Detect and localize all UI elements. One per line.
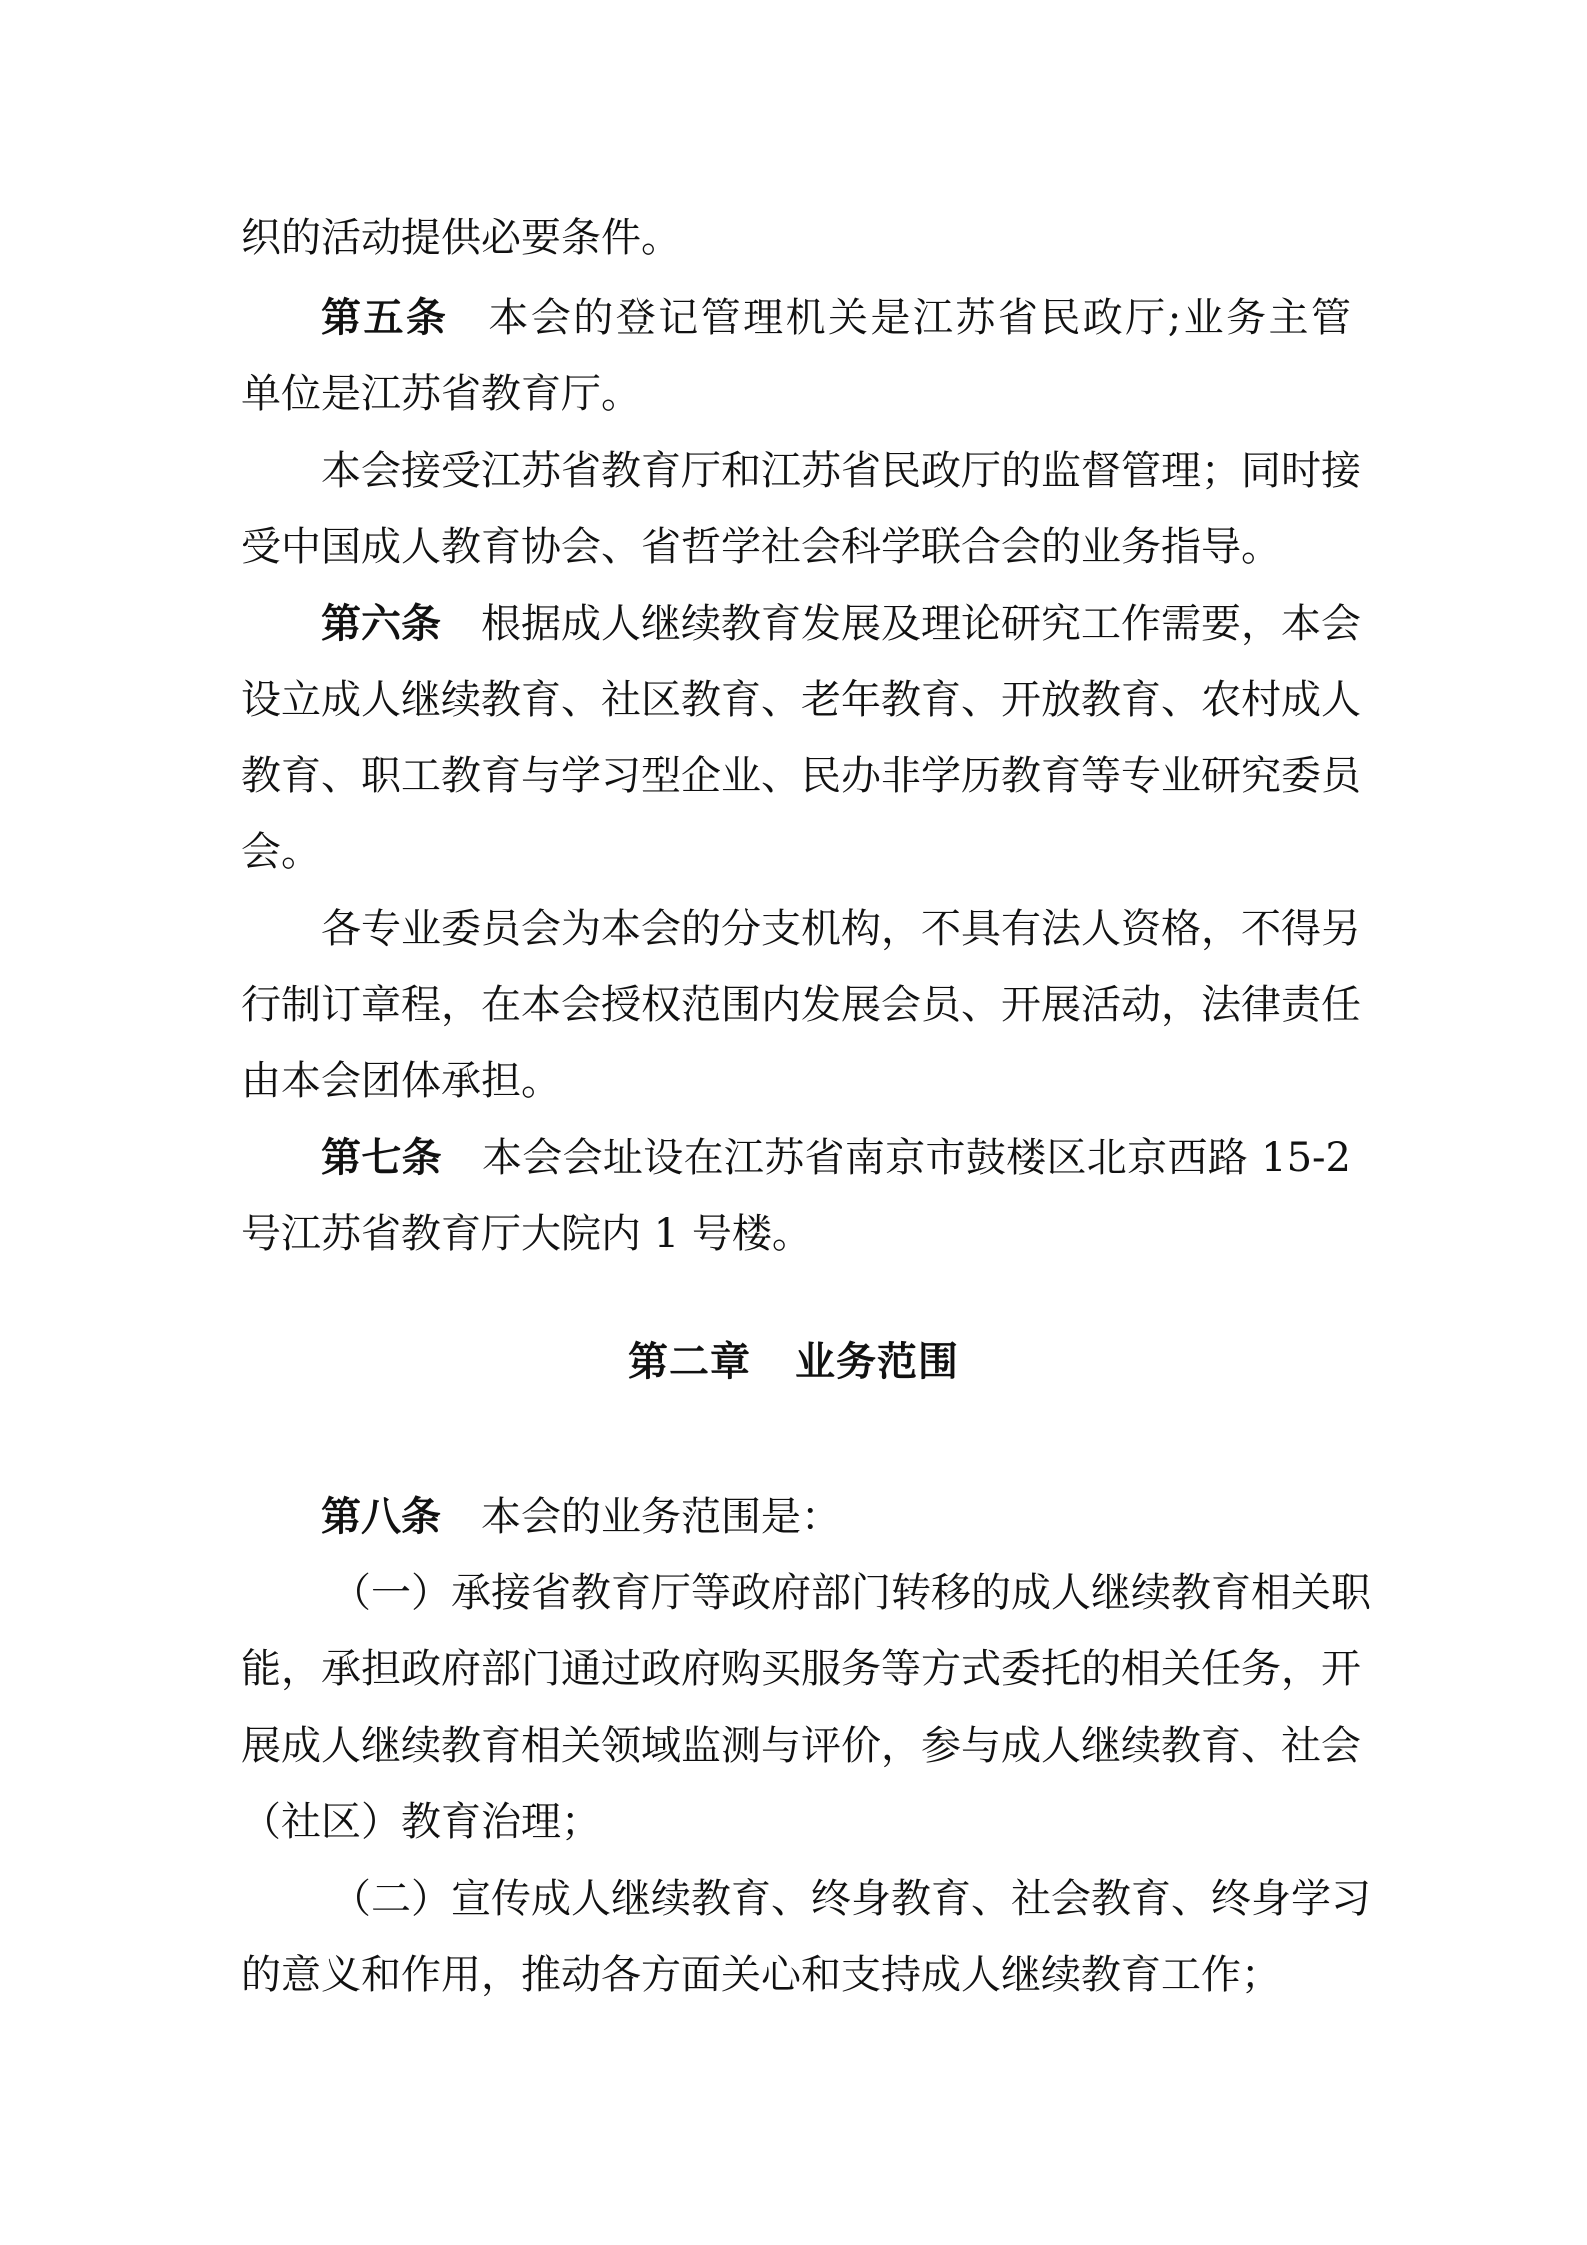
- text-line: 会。: [241, 829, 321, 875]
- text-line: 本会的业务范围是：: [481, 1494, 841, 1540]
- text-line: 单位是江苏省教育厅。: [241, 371, 641, 417]
- chapter-number: 第二章: [628, 1338, 751, 1385]
- article-number: 第五条: [321, 294, 449, 341]
- text-line: 织的活动提供必要条件。: [241, 215, 681, 261]
- chapter-heading: [0, 1338, 1587, 1386]
- text-line: 设立成人继续教育、社区教育、老年教育、开放教育、农村成人: [241, 677, 1361, 723]
- article-6-line: [321, 600, 1361, 648]
- article-5-line: [321, 294, 1351, 342]
- article-7-line: [321, 1134, 1351, 1182]
- text-line: 号江苏省教育厅大院内 1 号楼。: [241, 1211, 812, 1257]
- article-number: 第六条: [321, 600, 441, 647]
- chapter-title: 业务范围: [795, 1338, 959, 1385]
- article-number: 第八条: [321, 1493, 441, 1540]
- text-line: （一）承接省教育厅等政府部门转移的成人继续教育相关职: [331, 1570, 1371, 1616]
- article-number: 第七条: [321, 1134, 442, 1181]
- text-line: 本会的登记管理机关是江苏省民政厅;业务主管: [488, 295, 1351, 341]
- text-line: 教育、职工教育与学习型企业、民办非学历教育等专业研究委员: [241, 753, 1361, 799]
- text-line: 由本会团体承担。: [241, 1058, 561, 1104]
- text-line: 行制订章程，在本会授权范围内发展会员、开展活动，法律责任: [241, 982, 1361, 1028]
- text-line: 各专业委员会为本会的分支机构，不具有法人资格，不得另: [321, 906, 1361, 952]
- text-line: 本会接受江苏省教育厅和江苏省民政厅的监督管理；同时接: [321, 448, 1361, 494]
- text-line: 的意义和作用，推动各方面关心和支持成人继续教育工作；: [241, 1952, 1281, 1998]
- text-line: （社区）教育治理；: [241, 1799, 601, 1845]
- text-line: 受中国成人教育协会、省哲学社会科学联合会的业务指导。: [241, 524, 1281, 570]
- text-line: 能，承担政府部门通过政府购买服务等方式委托的相关任务，开: [241, 1646, 1361, 1692]
- text-line: 本会会址设在江苏省南京市鼓楼区北京西路 15-2: [481, 1135, 1352, 1181]
- text-line: 展成人继续教育相关领域监测与评价，参与成人继续教育、社会: [241, 1723, 1361, 1769]
- article-8-line: [321, 1493, 1351, 1541]
- text-line: （二）宣传成人继续教育、终身教育、社会教育、终身学习: [331, 1876, 1371, 1922]
- text-line: 根据成人继续教育发展及理论研究工作需要，本会: [481, 601, 1361, 647]
